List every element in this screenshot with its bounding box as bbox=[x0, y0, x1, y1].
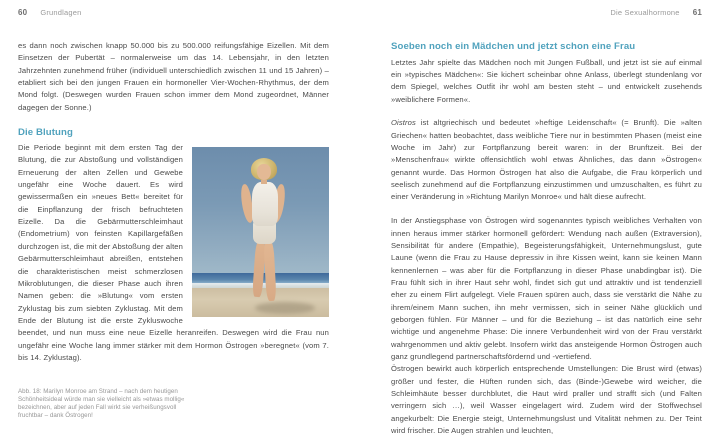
paragraph-continued: es dann noch zwischen knapp 50.000 bis zu 500.000 reifungsfähige Eizellen. Mit dem Einsetzen der Pubertät – normalerweise um das 14. Lebensjahr, in den letzten Jahrzehnten zunehmend früher (individuell unterschiedlich zwischen 11 und 15 Jahren) – etabliert sich bei den jungen Frauen ein hormoneller Vier-Wochen-Rhythmus, der dem Mond folgt. (Deswegen wurden Frauen schon immer dem Mond zugeordnet, Männer dagegen der Sonne.) bbox=[18, 41, 329, 112]
chapter-title-right: Die Sexualhormone bbox=[610, 8, 680, 17]
running-head-right bbox=[610, 8, 702, 17]
left-page-text-column bbox=[18, 40, 329, 364]
photo-person-figure bbox=[192, 147, 329, 317]
page-number-left: 60 bbox=[18, 8, 28, 17]
figure-marilyn-monroe bbox=[192, 147, 329, 317]
person-swimsuit-top bbox=[252, 182, 278, 226]
running-head-left bbox=[18, 8, 82, 17]
paragraph-right-2-rest: ist altgriechisch und bedeutet »heftige Leidenschaft« (= Brunft). Die »alten Griechen« hatten beobachtet, dass weibliche Tiere nur in bestimmten Phasen (meist eine Woche im Jahr) zur Fortpflanzung bereit waren: in der Brunftzeit. Bei der »Menschenfrau« wirkte offensichtlich wohl etwas Ähnliches, das dann »Östrogen« genannt wurde. Das Hormon Östrogen hat also die Aufgabe, die Frau körperlich und seelisch zunehmend auf die Fortpflanzung einzustimmen und umzuschalten, es führt zu einer Veränderung in »Richtung Marilyn Monroe« und hält diese aufrecht. bbox=[391, 118, 702, 202]
paragraph-right-3: In der Anstiegsphase von Östrogen wird sogenanntes typisch weibliches Verhalten von innen heraus immer stärker hormonell gefördert: Wendung nach außen (Extraversion), Sensibilität für andere (Empathie), Begeisterungsfähigkeit, Unternehmungslust, gute Laune (wenn die Frau zu Hause depressiv in ihre Kissen weint, kann sie keinen Mann kennenlernen – was aber für die Fortpflanzung in dieser Phase unabdingbar ist). Die Frau fühlt sich in ihrer Haut sehr wohl, findet sich gut und attraktiv und ist tendenziell eher zu einem Flirt aufgelegt. Viele Frauen spüren auch, dass sie verstärkt die Nähe zu ihrem/einem Mann suchen, ihn mehr vermissen, sich in seiner Nähe glücklich und geborgen fühlen. Für Männer – und für die Beziehung – ist das natürlich eine sehr wichtige und angenehme Phase: Die innere Verbundenheit wird von der Frau verstärkt wahrgenommen und aktiv gelebt. Insofern wirkt das ansteigende Hormon Östrogen auch ganz grundlegend partnerschaftsfördernd und -vertiefend. bbox=[391, 216, 702, 362]
page-number-right: 61 bbox=[692, 8, 702, 17]
person-right-leg bbox=[264, 241, 277, 301]
section-heading-soeben-noch-ein-maedchen: Soeben noch ein Mädchen und jetzt schon eine Frau bbox=[391, 41, 636, 52]
paragraph-right-4: Östrogen bewirkt auch körperlich entsprechende Umstellungen: Die Brust wird (etwas) größer und fester, die Hüften runden sich, das (Binde-)Gewebe wird weicher, die Schleimhäute besser durchblutet, die Haut wird praller und strafft sich (und Falten verringern sich …), weil Wasser eingelagert wird. Zudem wird der Stoffwechsel angekurbelt: Die Energie steigt, Unternehmungslust und Vitalität nehmen zu. Der Teint wird frischer. Die Augen strahlen und leuchten, bbox=[391, 364, 702, 436]
photo-marilyn-monroe-beach bbox=[192, 147, 329, 317]
person-left-leg bbox=[252, 241, 265, 298]
term-oistros-italic: Oistros bbox=[391, 118, 416, 128]
chapter-title-left: Grundlagen bbox=[40, 8, 82, 17]
paragraph-die-blutung: Die Periode beginnt mit dem ersten Tag der Blutung, die zur Abstoßung und vollständigen Erneuerung der alten Zellen und Gewebe ungefähr eine Woche dauert. Es wird gewissermaßen ein »neues Bett« bereitet für die Einpflanzung der frisch befruchteten Eizelle. Da die Gebärmutterschleimhaut (Endometrium) von feinsten Kapillargefäßen durchzogen ist, die mit der Abstoßung der alten Gebärmutterschleimhaut abreißen, entstehen die charakteristischen meist schmerzlosen Mikroblutungen, die dieser Phase auch ihren Namen geben: die »Blutung« vom ersten Zyklustag bis zum siebten Zyklustag. Mit dem Ende der Blutung ist die erste Zykluswoche beendet, und nun muss eine neue Eizelle heranreifen. Deswegen wird die Frau nun ungefähr eine Woche lang immer stärker mit dem Hormon Östrogen »beregnet« (vom 7. bis 14. Zyklustag). bbox=[18, 143, 329, 362]
paragraph-right-1: Letztes Jahr spielte das Mädchen noch mit Jungen Fußball, und jetzt ist sie auf einmal ein »typisches Mädchen«: Sie kichert scheinbar ohne Anlass, überlegt stundenlang vor dem Spiegel, welches Outfit ihr wohl am besten steht – und entwickelt zusehends »weiblichere Formen«. bbox=[391, 57, 702, 104]
section-heading-die-blutung: Die Blutung bbox=[18, 126, 73, 138]
person-face bbox=[257, 164, 271, 180]
right-page-text-column bbox=[391, 40, 702, 437]
figure-caption: Abb. 18: Marilyn Monroe am Strand – nach dem heutigen Schönheitsideal würde man sie vielleicht als »etwas mollig« bezeichnen, aber auf jeden Fall wirkt sie verheißungsvoll fruchtbar – dank Östrogen! bbox=[18, 388, 185, 420]
paragraph-right-2 bbox=[391, 117, 702, 203]
